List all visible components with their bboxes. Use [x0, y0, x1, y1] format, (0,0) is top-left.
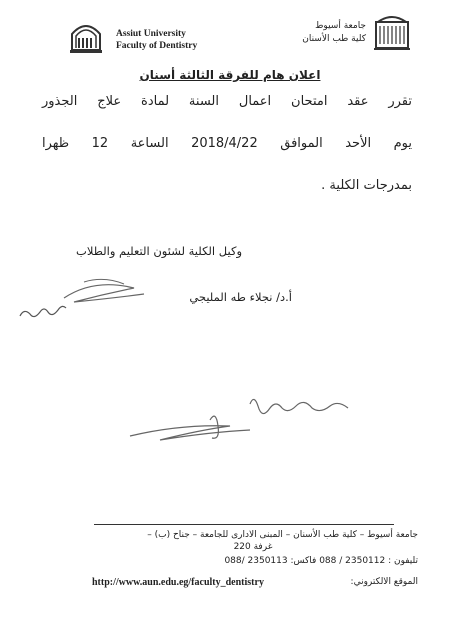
signatory-role: وكيل الكلية لشئون التعليم والطلاب: [76, 244, 242, 258]
notice-line-3: بمدرجات الكلية .: [321, 178, 412, 193]
university-name-ar: جامعة أسيوط: [315, 21, 366, 31]
notice-line-1: تقرر عقد امتحان اعمال السنة لمادة علاج الجذور: [42, 94, 412, 109]
notice-title: اعلان هام للفرقة الثالثة أسنان: [139, 68, 321, 82]
university-name-arabic: [246, 20, 366, 46]
signatory-name: أ.د/ نجلاء طه المليجي: [189, 290, 292, 304]
university-name-english: [116, 28, 197, 52]
footer-room: غرفة 220: [233, 542, 273, 552]
faculty-name-ar: كلية طب الأسنان: [302, 34, 366, 44]
handwritten-signature-2: [120, 390, 360, 450]
footer-website-label: الموقع الالكتروني:: [350, 577, 418, 587]
footer-divider: [94, 524, 394, 525]
handwritten-signature-1: [14, 268, 154, 328]
notice-line-2: يوم الأحد الموافق 2018/4/22 الساعة 12 ظهرا: [42, 136, 412, 151]
footer-address: جامعة أسيوط – كلية طب الأسنان – المبنى الادارى للجامعة – جناح (ب) –: [147, 530, 418, 540]
footer-phone: تليفون : 2350112 / 088 فاكس: 2350113 /088: [224, 556, 418, 566]
faculty-logo-icon: [372, 12, 412, 52]
university-logo-icon: [66, 16, 106, 56]
faculty-name: Faculty of Dentistry: [116, 41, 198, 51]
university-name: Assiut University: [116, 29, 186, 39]
footer-website-link[interactable]: http://www.aun.edu.eg/faculty_dentistry: [92, 577, 264, 588]
